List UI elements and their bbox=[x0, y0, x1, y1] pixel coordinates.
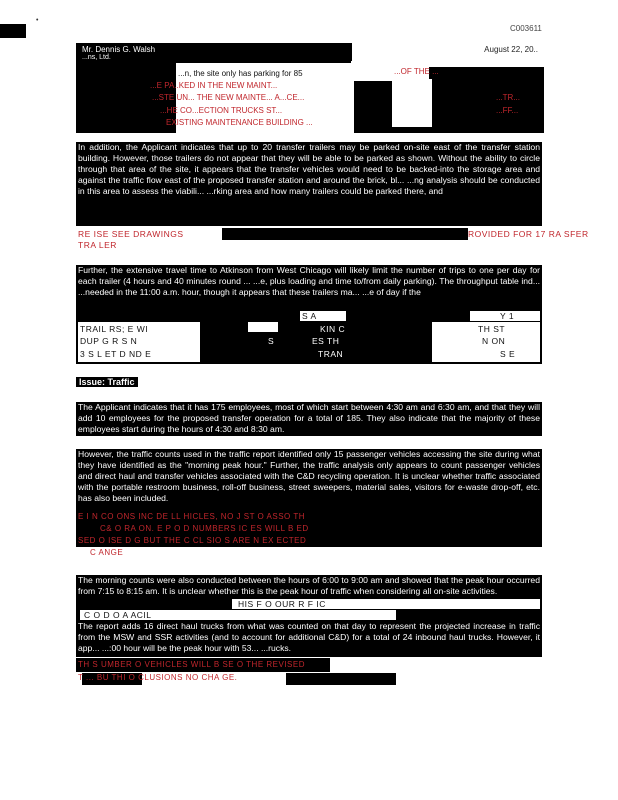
fragment-text: Y 1 bbox=[500, 311, 515, 321]
redline-text: ...STE UN... THE NEW MAINTE... A...CE... bbox=[152, 93, 305, 102]
paragraph-text: However, the traffic counts used in the traffic report identified only 15 passenger vehicles accessing the site during what they have identified as the "morning peak hour." Further, the traffic analysis only appears to count passenger vehicles and direct haul and transfer vehicles associated with the C&D recycling operation. It is unclear whether traffic associated with the portable restroom business, roll-off business, street sweepers, material sales, visitors for e-waste drop-off, etc. has also been included. bbox=[78, 449, 540, 503]
redline-text: ...TR... bbox=[496, 93, 520, 102]
redaction-block bbox=[286, 673, 396, 685]
fragment-text: 3 S L ET D ND E bbox=[80, 349, 152, 359]
fragment-text: S E bbox=[500, 349, 516, 359]
recipient-name: Mr. Dennis G. Walsh bbox=[82, 45, 156, 54]
letter-date: August 22, 20.. bbox=[484, 45, 538, 54]
fragment-text: KIN C bbox=[320, 324, 346, 334]
redline-text: ...HE CO...ECTION TRUCKS ST... bbox=[160, 106, 283, 115]
fragment-text: HIS F O OUR R F IC bbox=[238, 599, 326, 609]
fragment-text: N ON bbox=[482, 336, 506, 346]
redline-text: ...OF THE ... bbox=[394, 67, 439, 76]
redaction-block bbox=[222, 228, 468, 240]
redline-text: ...E PA..KED IN THE NEW MAINT... bbox=[150, 81, 278, 90]
paragraph-text: In addition, the Applicant indicates that up to 20 transfer trailers may be parked on-site east of the transfer station building. However, those trailers do not appear that they will be able to be parked as shown. Without the ability to circle through that area of the site, it appears that the transfer vehicles would need to be backed-into the storage area and against the traffic flow east of the proposed transfer station and around the brick, bl... ...ng analysis should be conducted in this area to assess the viabili... ...rking area and how many trailers could be parked there, and bbox=[78, 142, 540, 196]
fragment-text: TRAIL RS; E WI bbox=[80, 324, 149, 334]
redline-text: C ANGE bbox=[90, 548, 124, 557]
redline-text: TRA LER bbox=[78, 240, 117, 250]
section-heading: Issue: Traffic bbox=[76, 377, 138, 387]
redline-text: TH S UMBER O VEHICLES WILL B SE O THE REVISED bbox=[78, 660, 305, 669]
paragraph-traffic-counts bbox=[76, 449, 542, 511]
redline-text: SED O ISE D G BUT THE C CL SIO S ARE N EX ECTED bbox=[78, 536, 307, 545]
redaction-corner-mark bbox=[0, 24, 26, 38]
redline-text: ...FF... bbox=[496, 106, 519, 115]
paragraph-trailer-parking bbox=[76, 142, 542, 226]
paragraph-text: The report adds 16 direct haul trucks from what was counted on that day to represent the projected increase in traffic from the MSW and SSR activities (and to account for additional C&D) for a total of 24 inbound haul trucks. However, it app... ...:00 hour will be the peak hour with 53... ...rucks. bbox=[78, 621, 540, 653]
fragment-text: DUP G R S N bbox=[80, 336, 138, 346]
fragment-text: S bbox=[268, 336, 275, 346]
paragraph-travel-time bbox=[76, 265, 542, 310]
fragment-text: TRAN bbox=[318, 349, 344, 359]
paragraph-haul-trucks bbox=[76, 621, 542, 657]
paragraph-text: The morning counts were also conducted between the hours of 6:00 to 9:00 am and showed that the peak hour occurred from 7:15 to 8:15 am. It is unclear whether this is the peak hour of traffic when considering all on-site activities. bbox=[78, 575, 540, 596]
document-id: C003611 bbox=[510, 24, 542, 33]
fragment-text: C O D O A ACIL bbox=[84, 610, 152, 620]
header-line: ...n, the site only has parking for 85 bbox=[178, 69, 303, 78]
redline-text: EXISTING MAINTENANCE BUILDING ... bbox=[166, 118, 313, 127]
fragment-text: TH ST bbox=[478, 324, 506, 334]
paragraph-employees bbox=[76, 402, 542, 436]
scan-mark: • bbox=[36, 17, 39, 24]
redline-text: C& O RA ON. E P O D NUMBERS IC ES WILL B ED bbox=[100, 524, 309, 533]
redline-text: T ... BU THI O CLUSIONS NO CHA GE. bbox=[78, 673, 238, 682]
redline-text: RE ISE SEE DRAWINGS bbox=[78, 229, 184, 239]
recipient-firm: ...ns, Ltd. bbox=[82, 54, 111, 61]
paragraph-text: The Applicant indicates that it has 175 employees, most of which start between 4:30 am and 6:30 am, and that they will add 10 employees for the proposed transfer operation for a total of 185. They also indicate that the majority of these employees start during the hours of 4:30 and 8:30 am. bbox=[78, 402, 540, 434]
letter-header bbox=[76, 43, 542, 133]
paragraph-text: Further, the extensive travel time to Atkinson from West Chicago will likely limit the number of trips to one per day for each trailer (4 hours and 40 minutes round ... ...e, plus loading and time to/from daily parking). The throughput table ind... ...needed in the 11:00 a.m. hour, though it appears that these trailers ma... ...e of day if the bbox=[78, 265, 540, 297]
fragment-text: S A bbox=[302, 311, 317, 321]
redline-text: E I N CO ONS INC DE LL HICLES, NO J ST O ASSO TH bbox=[78, 512, 306, 521]
fragment-text: ES TH bbox=[312, 336, 340, 346]
redline-text: ROVIDED FOR 17 RA SFER bbox=[468, 229, 589, 239]
